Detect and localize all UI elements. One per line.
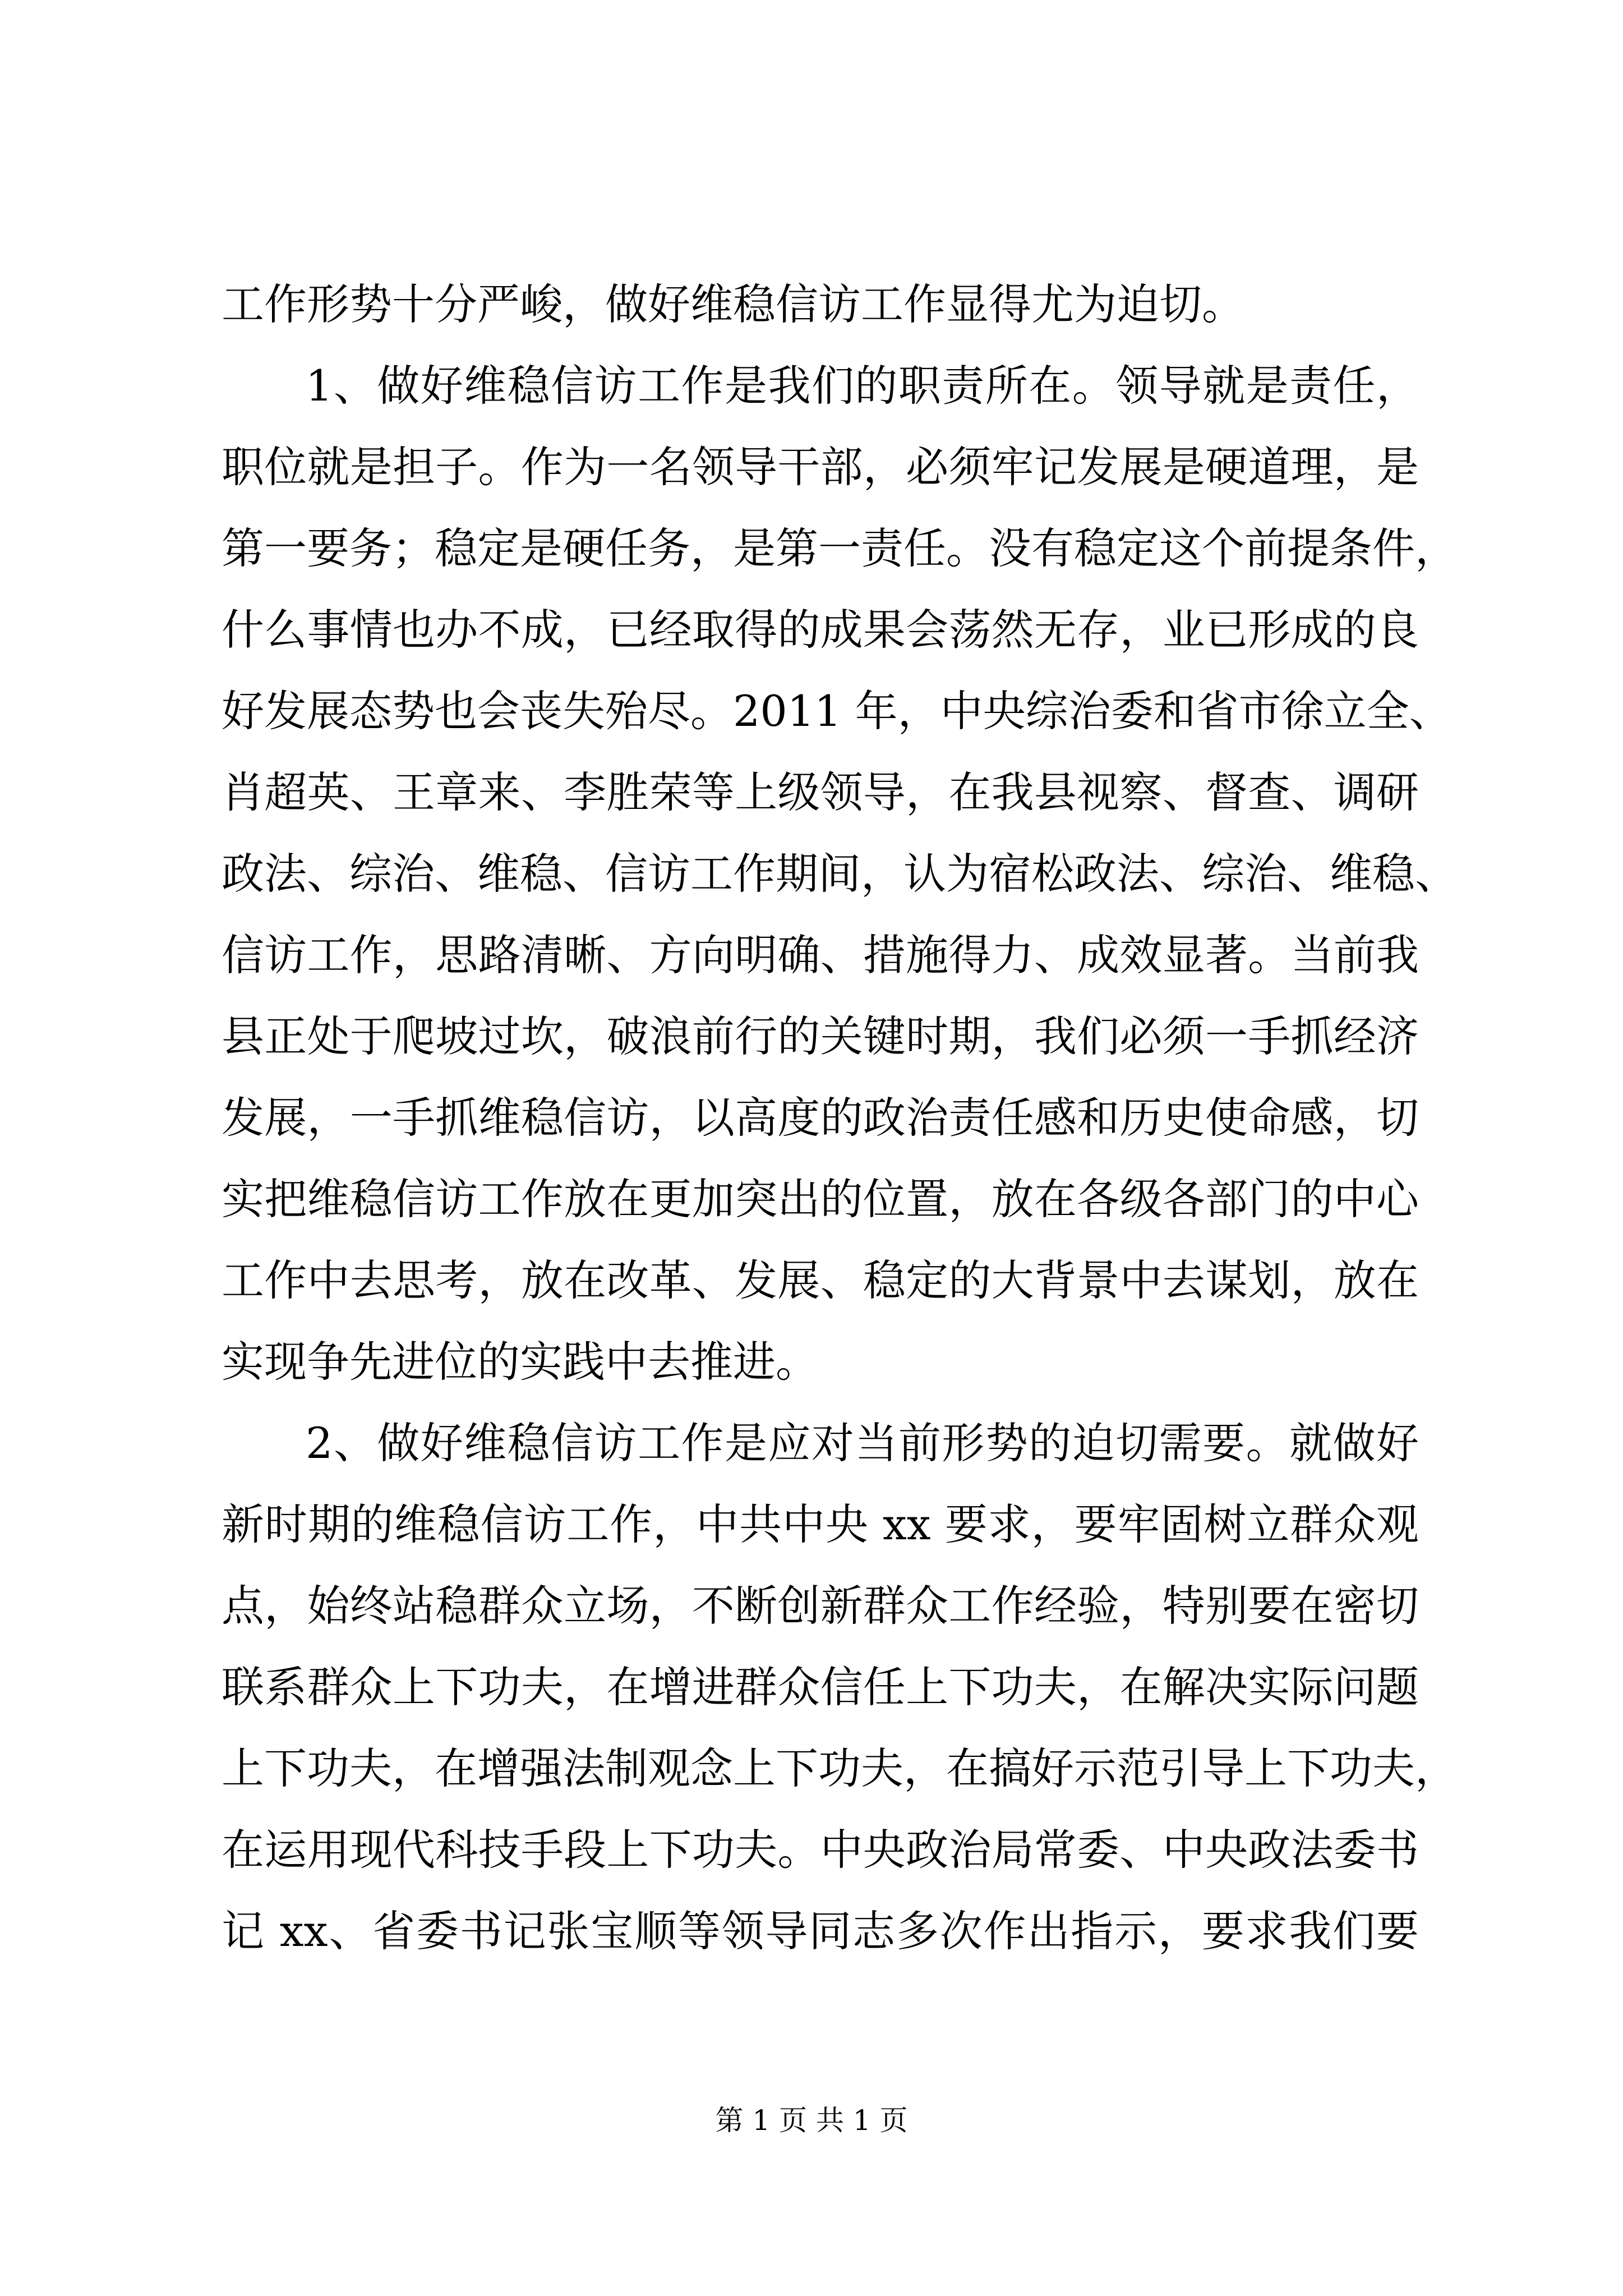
text-line: 新时期的维稳信访工作，中共中央 xx 要求，要牢固树立群众观: [222, 1499, 1419, 1549]
text-line: 实现争先进位的实践中去推进。: [222, 1337, 818, 1387]
text-line: 第一要务；稳定是硬任务，是第一责任。没有稳定这个前提条件，: [222, 523, 1458, 573]
text-line: 县正处于爬坡过坎，破浪前行的关键时期，我们必须一手抓经济: [222, 1011, 1419, 1061]
text-line: 实把维稳信访工作放在更加突出的位置，放在各级各部门的中心: [222, 1174, 1419, 1224]
text-line: 信访工作，思路清晰、方向明确、措施得力、成效显著。当前我: [222, 930, 1419, 980]
text-line: 肖超英、王章来、李胜荣等上级领导，在我县视察、督查、调研: [222, 767, 1419, 817]
text-line: 点，始终站稳群众立场，不断创新群众工作经验，特别要在密切: [222, 1581, 1419, 1631]
text-line: 发展，一手抓维稳信访，以高度的政治责任感和历史使命感，切: [222, 1093, 1419, 1143]
text-line: 上下功夫，在增强法制观念上下功夫，在搞好示范引导上下功夫，: [222, 1743, 1458, 1793]
paragraph-point-1: [222, 345, 1458, 1402]
text-line: 2、做好维稳信访工作是应对当前形势的迫切需要。就做好: [306, 1418, 1419, 1468]
body-text: [222, 264, 1458, 1972]
text-line: 联系群众上下功夫，在增进群众信任上下功夫，在解决实际问题: [222, 1662, 1419, 1712]
page-footer: 第 1 页 共 1 页: [715, 2104, 908, 2137]
text-line: 工作中去思考，放在改革、发展、稳定的大背景中去谋划，放在: [222, 1255, 1419, 1305]
text-line: 好发展态势也会丧失殆尽。2011 年，中央综治委和省市徐立全、: [222, 686, 1452, 736]
text-line: 什么事情也办不成，已经取得的成果会荡然无存，业已形成的良: [222, 605, 1419, 655]
text-line: 职位就是担子。作为一名领导干部，必须牢记发展是硬道理，是: [222, 442, 1419, 492]
text-line: 1、做好维稳信访工作是我们的职责所在。领导就是责任，: [306, 361, 1419, 411]
paragraph-point-2: [222, 1402, 1458, 1972]
text-line: 在运用现代科技手段上下功夫。中央政治局常委、中央政法委书: [222, 1825, 1419, 1875]
text-line: 工作形势十分严峻，做好维稳信访工作显得尤为迫切。: [222, 279, 1244, 329]
paragraph-intro-tail: [222, 264, 1419, 345]
text-line: 政法、综治、维稳、信访工作期间，认为宿松政法、综治、维稳、: [222, 849, 1458, 899]
text-line: 记 xx、省委书记张宝顺等领导同志多次作出指示，要求我们要: [222, 1906, 1419, 1956]
